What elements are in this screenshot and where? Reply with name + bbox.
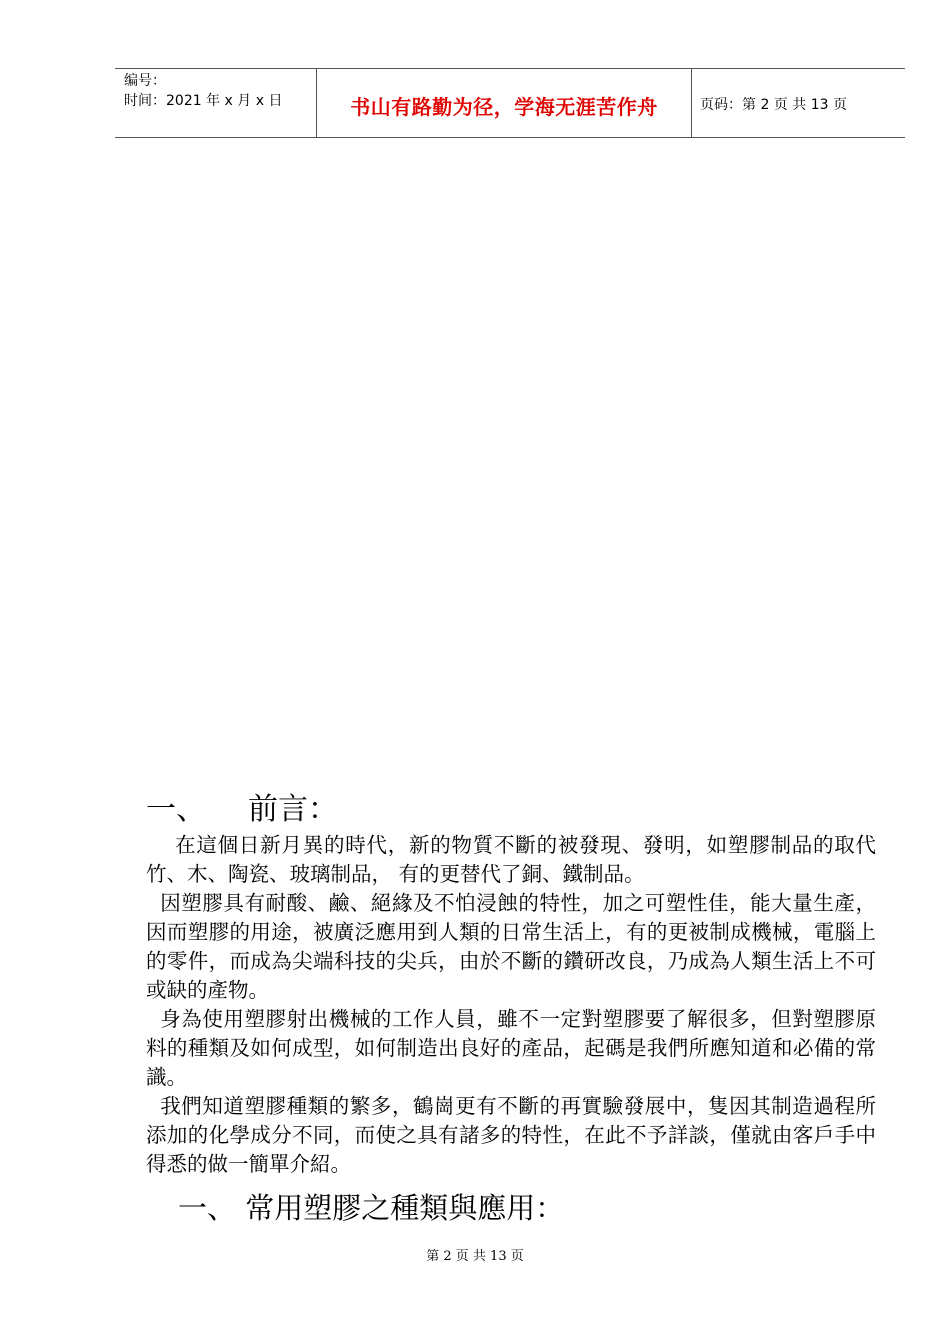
header-motto-cell [316,69,692,137]
motto: 书山有路勤为径，学海无涯苦作舟 [350,95,658,119]
section-heading-plastics-types: 一、 常用塑膠之種類與應用： [178,1191,565,1225]
document-time: 时间：2021 年 x 月 x 日 [124,93,283,109]
document-number: 编号： [124,73,166,89]
header-table [115,68,905,138]
section-title: 前言： [248,792,338,827]
paragraph: 我們知道塑膠種類的繁多，鶴崗更有不斷的再實驗發展中，隻因其制造過程所添加的化學成分不同，而使之具有諸多的特性，在此不予詳談，僅就由客戶手中得悉的做一簡單介紹。 [146,1094,876,1176]
page-footer: 第 2 页 共 13 页 [426,1249,524,1264]
paragraph: 因塑膠具有耐酸、鹼、絕緣及不怕浸蝕的特性，加之可塑性佳，能大量生產，因而塑膠的用途，被廣泛應用到人類的日常生活上，有的更被制成機械，電腦上的零件，而成為尖端科技的尖兵，由於不斷的鑽研改良，乃成為人類生活上不可或缺的產物。 [146,891,876,1002]
paragraph: 在這個日新月異的時代，新的物質不斷的被發現、發明，如塑膠制品的取代竹、木、陶瓷、玻璃制品， 有的更替代了銅、鐵制品。 [146,833,876,886]
header-page-cell [691,69,905,137]
section-heading-preface [146,784,338,828]
header-info-cell [115,69,316,137]
section-number: 一、 [146,792,206,827]
paragraph: 身為使用塑膠射出機械的工作人員，雖不一定對塑膠要了解很多，但對塑膠原料的種類及如何成型，如何制造出良好的產品，起碼是我們所應知道和必備的常識。 [146,1007,876,1089]
page-indicator: 页码：第 2 页 共 13 页 [700,97,847,113]
